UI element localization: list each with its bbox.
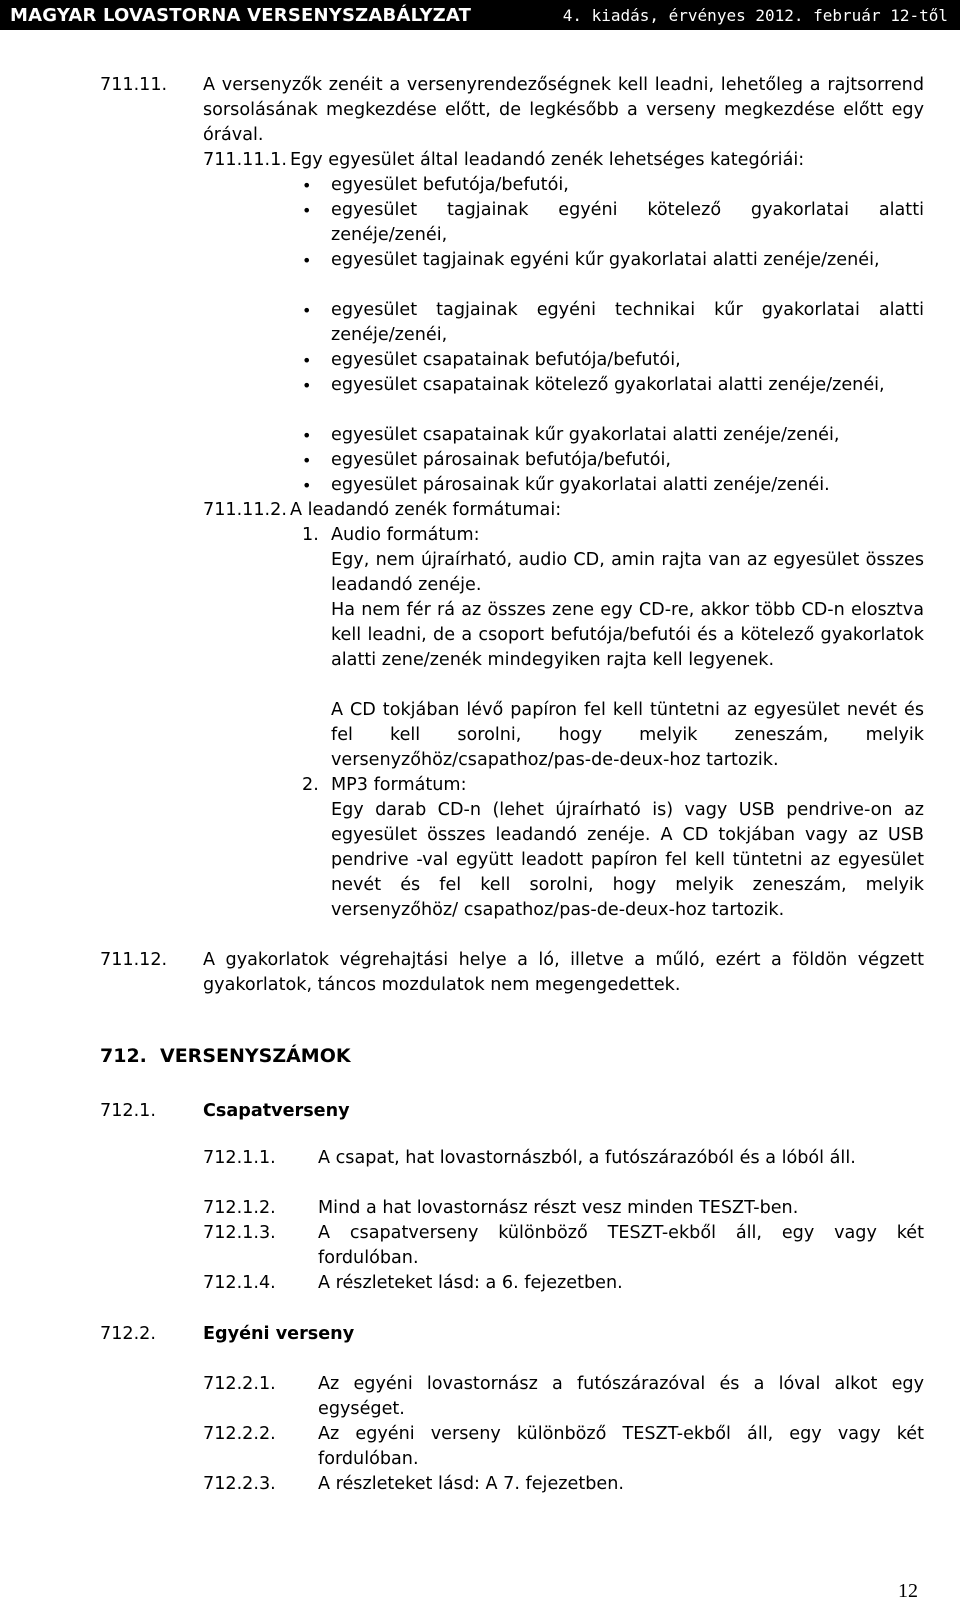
chapter-number-712: 712.: [100, 1045, 147, 1067]
format-paragraph: Ha nem fér rá az összes zene egy CD-re, akkor több CD-n elosztva kell leadni, de a csoport befutója/befutói és a kötelező gyakorlatok alatti zene/zenék mindegyiken rajta kell legyenek.: [331, 600, 924, 670]
bullet-icon: •: [302, 376, 312, 395]
section-number-711-11: 711.11.: [100, 75, 168, 95]
bullet-icon: •: [302, 176, 312, 195]
list-item: egyesület párosainak befutója/befutói,: [331, 450, 671, 470]
section-number-711-11-2: 711.11.2.: [203, 500, 287, 520]
section-title-712-1: Csapatverseny: [203, 1101, 350, 1121]
format-paragraph: Egy, nem újraírható, audio CD, amin rajta van az egyesület összes leadandó zenéje.: [331, 550, 924, 595]
item-number: 712.2.2.: [203, 1424, 276, 1444]
section-text-711-11-2: A leadandó zenék formátumai:: [290, 500, 562, 520]
item-text: A részleteket lásd: A 7. fejezetben.: [318, 1474, 624, 1494]
bullet-icon: •: [302, 351, 312, 370]
item-number: 712.1.1.: [203, 1148, 276, 1168]
list-item: egyesület csapatainak kötelező gyakorlatai alatti zenéje/zenéi,: [331, 375, 885, 395]
section-number-711-11-1: 711.11.1.: [203, 150, 287, 170]
bullet-icon: •: [302, 476, 312, 495]
section-text-711-11: A versenyzők zenéit a versenyrendezőségnek kell leadni, lehetőleg a rajtsorrend sorsolásának megkezdése előtt, de legkésőbb a verseny megkezdése előtt egy órával.: [203, 75, 924, 145]
item-number: 712.2.1.: [203, 1374, 276, 1394]
bullet-icon: •: [302, 451, 312, 470]
list-item: egyesület tagjainak egyéni kűr gyakorlatai alatti zenéje/zenéi,: [331, 250, 880, 270]
page-number: 12: [898, 1580, 918, 1602]
section-text-711-11-1: Egy egyesület által leadandó zenék lehetséges kategóriái:: [290, 150, 805, 170]
format-item-title: MP3 formátum:: [331, 775, 467, 795]
item-text: A részleteket lásd: a 6. fejezetben.: [318, 1273, 623, 1293]
bullet-icon: •: [302, 251, 312, 270]
item-text: Az egyéni verseny különböző TESZT-ekből áll, egy vagy két fordulóban.: [318, 1424, 924, 1469]
item-number: 712.1.2.: [203, 1198, 276, 1218]
section-number-712-2: 712.2.: [100, 1324, 156, 1344]
item-text: A csapatverseny különböző TESZT-ekből áll, egy vagy két fordulóban.: [318, 1223, 924, 1268]
list-item: egyesület tagjainak egyéni technikai kűr gyakorlatai alatti zenéje/zenéi,: [331, 300, 924, 345]
item-number: 712.1.4.: [203, 1273, 276, 1293]
format-paragraph: A CD tokjában lévő papíron fel kell tüntetni az egyesület nevét és fel kell sorolni, hogy melyik zeneszám, melyik versenyzőhöz/csapathoz/pas-de-deux-hoz tartozik.: [331, 700, 924, 770]
list-item: egyesület csapatainak kűr gyakorlatai alatti zenéje/zenéi,: [331, 425, 840, 445]
chapter-title-712: VERSENYSZÁMOK: [160, 1045, 351, 1067]
section-number-712-1: 712.1.: [100, 1101, 156, 1121]
section-text-711-12: A gyakorlatok végrehajtási helye a ló, illetve a műló, ezért a földön végzett gyakorlatok, táncos mozdulatok nem megengedettek.: [203, 950, 924, 995]
header-edition: 4. kiadás, érvényes 2012. február 12-től: [562, 5, 948, 25]
item-text: Mind a hat lovastornász részt vesz minden TESZT-ben.: [318, 1198, 799, 1218]
list-item: egyesület befutója/befutói,: [331, 175, 569, 195]
header-title: MAGYAR LOVASTORNA VERSENYSZABÁLYZAT: [10, 4, 472, 26]
format-item-title: Audio formátum:: [331, 525, 480, 545]
item-text: Az egyéni lovastornász a futószárazóval és a lóval alkot egy egységet.: [318, 1374, 924, 1419]
list-item: egyesület csapatainak befutója/befutói,: [331, 350, 681, 370]
bullet-icon: •: [302, 201, 312, 220]
format-item-number: 1.: [302, 525, 319, 545]
item-number: 712.2.3.: [203, 1474, 276, 1494]
format-paragraph: Egy darab CD-n (lehet újraírható is) vagy USB pendrive-on az egyesület összes leadandó zenéje. A CD tokjában vagy az USB pendrive -val együtt leadott papíron fel kell tüntetni az egyesület nevét és fel kell sorolni, hogy melyik zeneszám, melyik versenyzőhöz/ csapathoz/pas-de-deux-hoz tartozik.: [331, 800, 924, 920]
item-text: A csapat, hat lovastornászból, a futószárazóból és a lóból áll.: [318, 1148, 856, 1168]
format-item-number: 2.: [302, 775, 319, 795]
bullet-icon: •: [302, 426, 312, 445]
item-number: 712.1.3.: [203, 1223, 276, 1243]
bullet-icon: •: [302, 301, 312, 320]
list-item: egyesület tagjainak egyéni kötelező gyakorlatai alatti zenéje/zenéi,: [331, 200, 924, 245]
document-header: [0, 0, 960, 30]
section-number-711-12: 711.12.: [100, 950, 168, 970]
section-title-712-2: Egyéni verseny: [203, 1324, 355, 1344]
list-item: egyesület párosainak kűr gyakorlatai alatti zenéje/zenéi.: [331, 475, 830, 495]
